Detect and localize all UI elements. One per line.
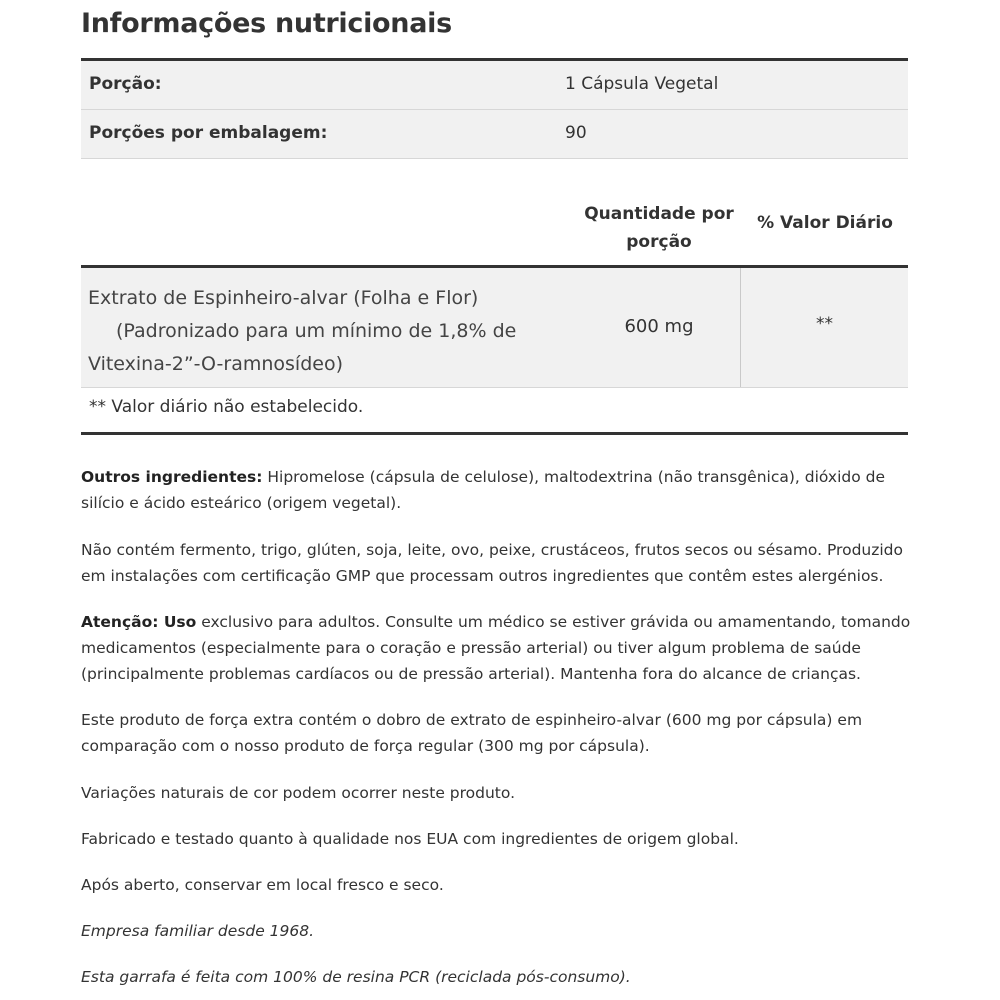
warning-paragraph — [81, 609, 911, 687]
servings-per-container-row — [81, 110, 908, 159]
other-ingredients-label: Outros ingredientes: — [81, 468, 263, 486]
serving-info-table — [81, 58, 908, 159]
ingredient-name-line2: (Padronizado para um mínimo de 1,8% de — [116, 320, 517, 342]
serving-size-value: 1 Cápsula Vegetal — [565, 74, 719, 94]
servings-per-container-label: Porções por embalagem: — [89, 123, 328, 143]
ingredient-name-line1: Extrato de Espinheiro-alvar (Folha e Flor) — [88, 287, 479, 309]
amount-header-line1: Quantidade por — [584, 204, 734, 224]
other-ingredients-text: Hipromelose (cápsula de celulose), maltodextrina (não transgênica), dióxido de silício e ácido esteárico (origem vegetal). — [81, 468, 886, 512]
storage-paragraph: Após aberto, conservar em local fresco e seco. — [81, 876, 444, 894]
ingredient-amount: 600 mg — [624, 316, 694, 337]
color-variation-paragraph: Variações naturais de cor podem ocorrer neste produto. — [81, 784, 516, 802]
daily-value-header: % Valor Diário — [757, 213, 893, 233]
manufacturing-paragraph: Fabricado e testado quanto à qualidade nos EUA com ingredientes de origem global. — [81, 830, 739, 848]
ingredient-name — [88, 282, 558, 381]
ingredient-name-line3: Vitexina-2”-O-ramnosídeo) — [88, 353, 343, 375]
amount-header-line2: porção — [626, 232, 692, 252]
bottle-text: Esta garrafa é feita com 100% de resina PCR (reciclada pós-consumo). — [81, 968, 631, 986]
serving-size-label: Porção: — [89, 74, 162, 94]
warning-label: Atenção: Uso — [81, 613, 197, 631]
serving-size-row — [81, 61, 908, 110]
servings-per-container-value: 90 — [565, 123, 587, 143]
footnote-row — [81, 385, 908, 435]
other-ingredients-paragraph — [81, 464, 911, 516]
ingredient-row — [81, 265, 908, 388]
ingredient-daily-value: ** — [816, 314, 833, 334]
page-title: Informações nutricionais — [81, 8, 452, 39]
strength-paragraph: Este produto de força extra contém o dobro de extrato de espinheiro-alvar (600 mg por cápsula) em comparação com o nosso produto de força regular (300 mg por cápsula). — [81, 711, 863, 755]
bottle-paragraph — [81, 964, 911, 990]
amount-per-serving-header — [580, 200, 738, 256]
footnote-text: ** Valor diário não estabelecido. — [89, 397, 364, 417]
family-business-paragraph — [81, 918, 911, 944]
warning-text: exclusivo para adultos. Consulte um médico se estiver grávida ou amamentando, tomando medicamentos (especialmente para o coração e pressão arterial) ou tiver algum problema de saúde (principalmente problemas cardíacos ou de pressão arterial). Mantenha fora do alcance de crianças. — [81, 613, 911, 683]
allergens-paragraph: Não contém fermento, trigo, glúten, soja, leite, ovo, peixe, crustáceos, frutos secos ou sésamo. Produzido em instalações com certificação GMP que processam outros ingredientes que contêm estes alergénios. — [81, 541, 903, 585]
family-business-text: Empresa familiar desde 1968. — [81, 922, 315, 940]
